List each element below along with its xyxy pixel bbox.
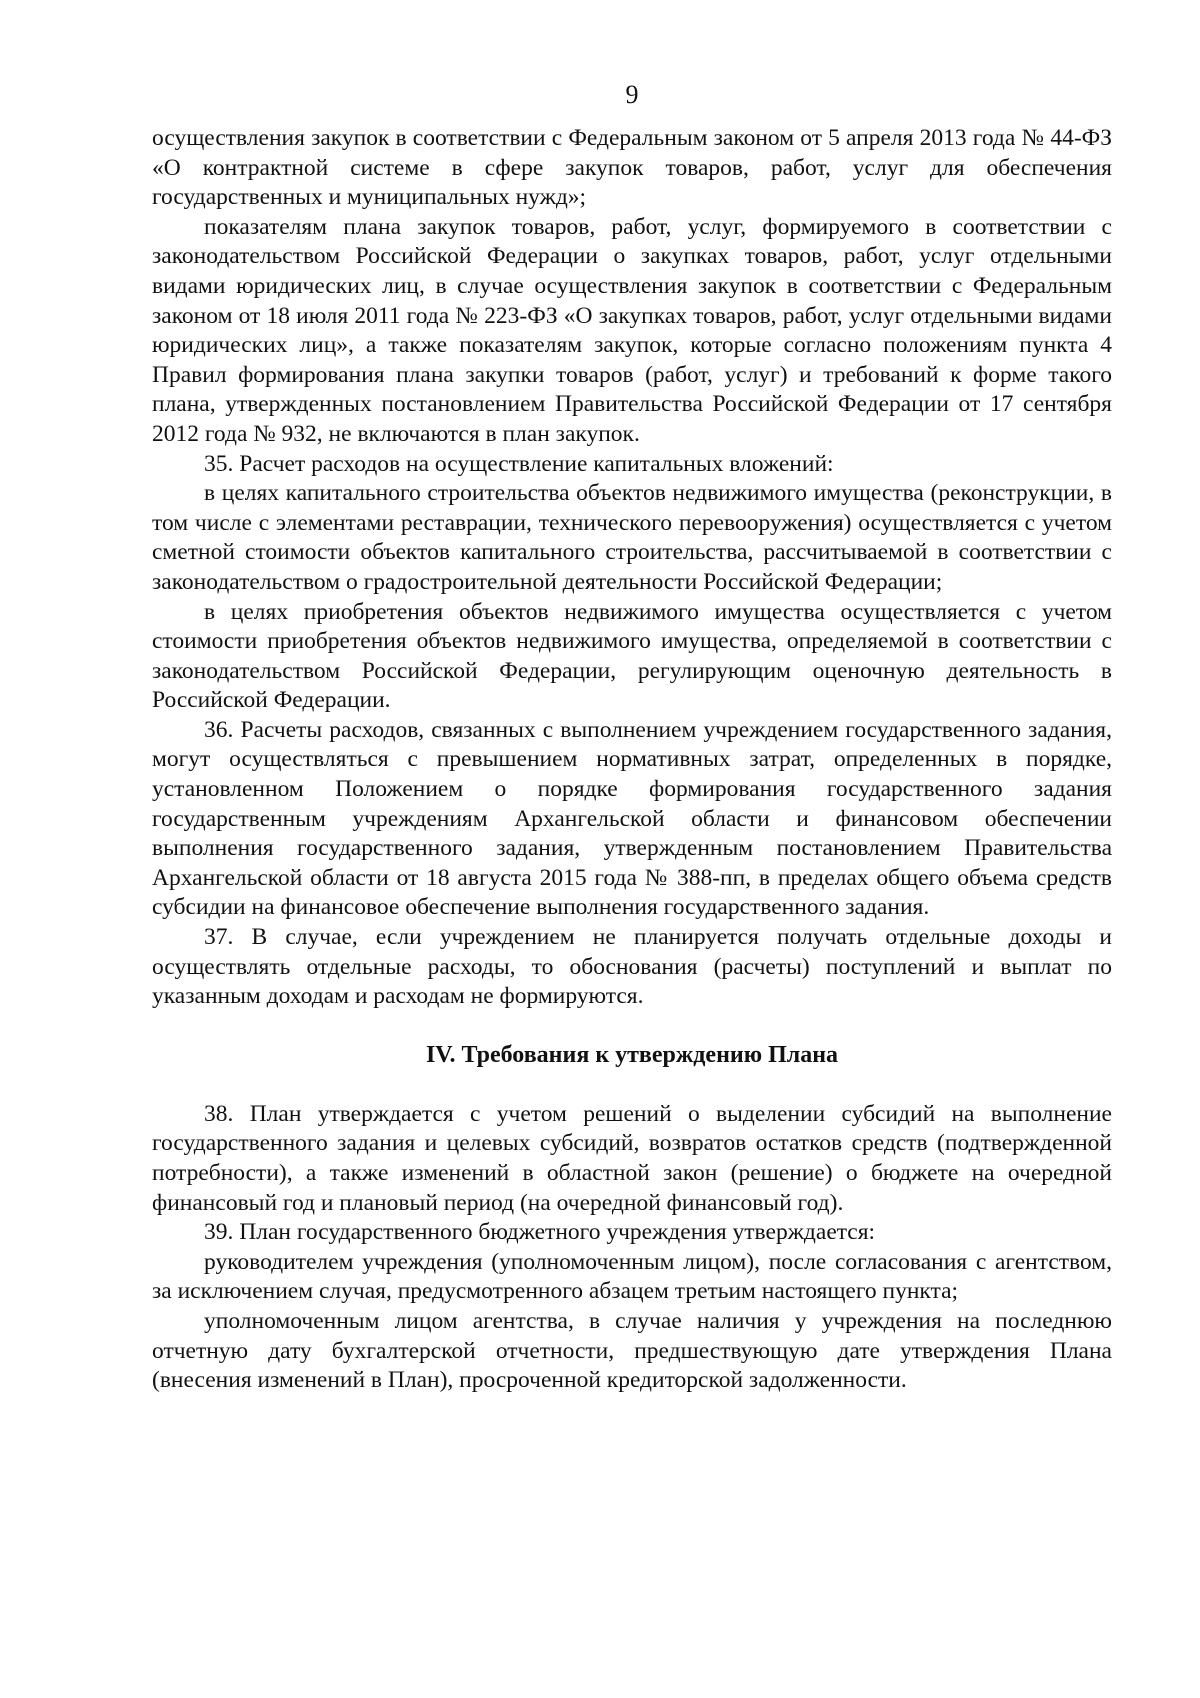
paragraph-procurement-indicators: показателям плана закупок товаров, работ, услуг, формируемого в соответствии с законодательством Российской Федерации о закупках товаров, работ, услуг отдельными видами юридических лиц, в случае осуществления закупок в соответствии с Федеральным законом от 18 июля 2011 года № 223-ФЗ «О закупках товаров, работ, услуг отдельными видами юридических лиц», а также показателям закупок, которые согласно положениям пункта 4 Правил формирования плана закупки товаров (работ, услуг) и требований к форме такого плана, утвержденных постановлением Правительства Российской Федерации от 17 сентября 2012 года № 932, не включаются в план закупок. xyxy=(152,213,1112,447)
paragraph-capital-construction: в целях капитального строительства объектов недвижимого имущества (реконструкции, в том числе с элементами реставрации, технического перевооружения) осуществляется с учетом сметной стоимости объектов капитального строительства, рассчитываемой в соответствии с законодательством о градостроительной деятельности Российской Федерации; xyxy=(152,480,1112,595)
paragraph-item-39: 39. План государственного бюджетного учреждения утверждается: xyxy=(204,1219,876,1246)
page-number: 9 xyxy=(625,80,639,109)
document-body xyxy=(152,124,1112,1396)
paragraph-approval-by-agency: уполномоченным лицом агентства, в случае наличия у учреждения на последнюю отчетную дату бухгалтерской отчетности, предшествующую дате утверждения Плана (внесения изменений в План), просроченной кредиторской задолженности. xyxy=(152,1307,1112,1394)
paragraph-item-38: 38. План утверждается с учетом решений о выделении субсидий на выполнение государственного задания и целевых субсидий, возвратов остатков средств (подтвержденной потребности), а также изменений в областной закон (решение) о бюджете на очередной финансовый год и плановый период (на очередной финансовый год). xyxy=(152,1100,1112,1216)
paragraph-continuation: осуществления закупок в соответствии с Федеральным законом от 5 апреля 2013 года № 44-ФЗ «О контрактной системе в сфере закупок товаров, работ, услуг для обеспечения государственных и муниципальных нужд»; xyxy=(152,125,1112,211)
section-heading: IV. Требования к утверждению Плана xyxy=(425,1041,839,1068)
paragraph-item-36: 36. Расчеты расходов, связанных с выполнением учреждением государственного задания, могут осуществляться с превышением нормативных затрат, определенных в порядке, установленном Положением о порядке формирования государственного задания государственным учреждениям Архангельской области и финансовом обеспечении выполнения государственного задания, утвержденным постановлением Правительства Архангельской области от 18 августа 2015 года № 388-пп, в пределах общего объема средств субсидии на финансовое обеспечение выполнения государственного задания. xyxy=(152,716,1112,921)
paragraph-item-37: 37. В случае, если учреждением не планируется получать отдельные доходы и осуществлять отдельные расходы, то обоснования (расчеты) поступлений и выплат по указанным доходам и расходам не формируются. xyxy=(152,924,1112,1010)
paragraph-approval-by-head: руководителем учреждения (уполномоченным лицом), после согласования с агентством, за исключением случая, предусмотренного абзацем третьим настоящего пункта; xyxy=(152,1248,1112,1305)
paragraph-item-35: 35. Расчет расходов на осуществление капитальных вложений: xyxy=(204,450,834,477)
paragraph-real-estate-acquisition: в целях приобретения объектов недвижимого имущества осуществляется с учетом стоимости приобретения объектов недвижимого имущества, определяемой в соответствии с законодательством Российской Федерации, регулирующим оценочную деятельность в Российской Федерации. xyxy=(152,598,1112,714)
